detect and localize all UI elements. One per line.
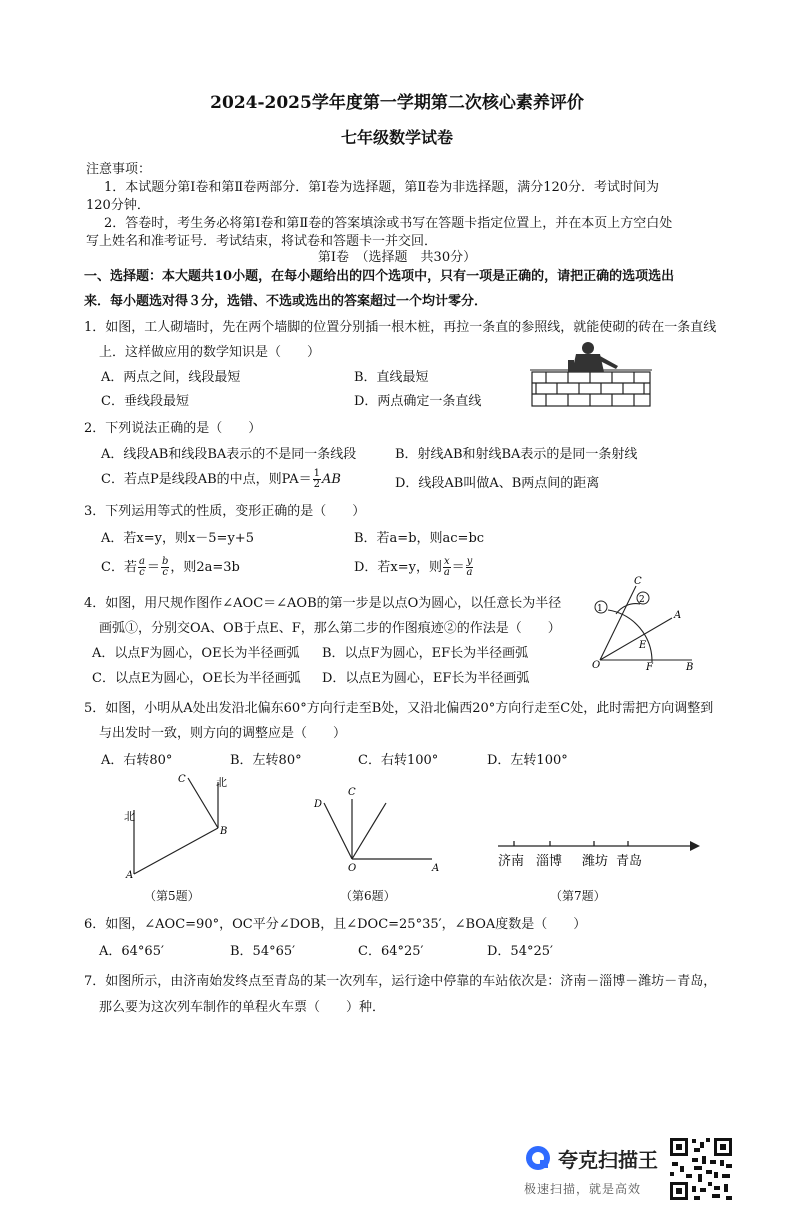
q5-option-a: A．右转80° — [101, 753, 173, 768]
fraction-one-half — [313, 469, 321, 490]
segment-ab — [134, 828, 218, 874]
q6-option-a: A．64°65′ — [99, 944, 164, 959]
q2-option-d: D．线段AB叫做A、B两点间的距离 — [395, 476, 600, 491]
section-1-heading: 第Ⅰ卷 （选择题 共30分） — [317, 250, 477, 265]
station-zibo: 淄博 — [536, 854, 563, 869]
label-c: C — [348, 787, 356, 798]
figure-6-angles — [308, 783, 448, 875]
station-jinan: 济南 — [498, 854, 525, 869]
fraction-a-over-c — [138, 557, 146, 578]
q4-option-b: B．以点F为圆心，EF长为半径画弧 — [322, 646, 529, 661]
q6-option-b: B．54°65′ — [230, 944, 296, 959]
exam-subtitle: 七年级数学试卷 — [340, 128, 453, 147]
label-circle-2: 2 — [639, 595, 645, 605]
fraction-x-over-a — [443, 557, 451, 578]
label-f: F — [646, 662, 653, 672]
watermark-name: 夸克扫描王 — [558, 1148, 658, 1172]
q3-option-b: B．若a=b，则ac=bc — [354, 531, 485, 546]
note-1-line2: 120分钟． — [86, 198, 150, 213]
q2-option-c-text: C．若点P是线段AB的中点，则PA＝ — [101, 472, 312, 487]
q5-stem-line2: 与出发时一致，则方向的调整应是（ ） — [99, 726, 347, 741]
fraction-numerator: x — [444, 556, 450, 567]
q4-stem-line2: 画弧①，分别交OA、OB于点E、F，那么第二步的作图痕迹②的作法是（ ） — [99, 621, 561, 636]
fraction-denominator: c — [162, 567, 168, 578]
q1-stem-line2: 上．这样做应用的数学知识是（ ） — [99, 345, 321, 360]
ray-ob — [352, 803, 386, 859]
station-qingdao: 青岛 — [616, 854, 643, 869]
q4-option-a: A．以点F为圆心，OE长为半径画弧 — [92, 646, 300, 661]
q5-option-d: D．左转100° — [487, 753, 568, 768]
fraction-denominator: 2 — [313, 479, 320, 490]
fraction-numerator: 1 — [313, 468, 320, 479]
label-c: C — [634, 576, 642, 587]
q6-option-c: C．64°25′ — [358, 944, 424, 959]
q4-construction-figure — [586, 574, 702, 672]
section-1-instructions-line2: 来．每小题选对得３分，选错、不选或选出的答案超过一个均计零分． — [84, 294, 488, 309]
figure-7-caption: （第7题） — [550, 889, 606, 903]
q3-option-c-suffix: ，则2a=3b — [170, 560, 240, 575]
fraction-denominator: a — [466, 567, 473, 578]
quark-logo-icon — [524, 1144, 552, 1172]
q2-option-c-suffix: AB — [321, 472, 341, 487]
fraction-numerator: b — [161, 556, 169, 567]
fraction-numerator: y — [466, 556, 473, 567]
label-o: O — [592, 660, 601, 671]
q2-option-a: A．线段AB和线段BA表示的不是同一条线段 — [101, 447, 357, 462]
fraction-y-over-a — [466, 557, 474, 578]
label-circle-1: 1 — [597, 604, 603, 614]
label-d: D — [314, 799, 323, 810]
fraction-denominator: a — [443, 567, 450, 578]
q2-stem: 2．下列说法正确的是（ ） — [84, 421, 262, 436]
label-a: A — [674, 610, 682, 621]
figure-5-direction — [112, 770, 244, 880]
section-1-instructions-line1: 一、选择题：本大题共10小题，在每小题给出的四个选项中，只有一项是正确的，请把正确的选项选出 — [84, 269, 675, 284]
fraction-b-over-c — [161, 557, 169, 578]
arc-1 — [608, 610, 652, 662]
exam-title: 2024-2025学年度第一学期第二次核心素养评价 — [210, 93, 584, 113]
q5-stem-line1: 5．如图，小明从A处出发沿北偏东60°方向行走至B处，又沿北偏西20°方向行走至C处，此时需把方向调整到 — [84, 701, 714, 716]
watermark-slogan: 极速扫描，就是高效 — [524, 1182, 642, 1196]
label-a: A — [432, 863, 440, 874]
equals-sign: ＝ — [146, 560, 160, 575]
ray-od — [324, 803, 352, 859]
q7-stem-line2: 那么要为这次列车制作的单程火车票（ ）种． — [99, 1000, 386, 1015]
figure-5-caption: （第5题） — [144, 889, 200, 903]
q1-option-a: A．两点之间，线段最短 — [101, 370, 241, 385]
note-1-line1: 1．本试题分第Ⅰ卷和第Ⅱ卷两部分．第Ⅰ卷为选择题，第Ⅱ卷为非选择题，满分120分．考试时间为 — [104, 180, 660, 195]
arc-2 — [616, 604, 640, 614]
q6-stem: 6．如图，∠AOC=90°，OC平分∠DOB，且∠DOC=25°35′，∠BOA度数是（ ） — [84, 917, 587, 932]
arrow-head-icon — [690, 841, 700, 851]
north-label-a: 北 — [124, 810, 135, 823]
qr-code-icon — [668, 1136, 734, 1202]
label-b: B — [686, 662, 694, 672]
q2-option-b: B．射线AB和射线BA表示的是同一条射线 — [395, 447, 638, 462]
q3-option-c-prefix: C．若 — [101, 560, 137, 575]
q7-stem-line1: 7．如图所示，由济南始发终点至青岛的某一次列车，运行途中停靠的车站依次是：济南－淄博－潍坊－青岛， — [84, 974, 717, 989]
q6-option-d: D．54°25′ — [487, 944, 553, 959]
q1-option-b: B．直线最短 — [354, 370, 429, 385]
segment-bc — [188, 778, 218, 828]
q3-option-c — [101, 556, 240, 578]
label-o: O — [348, 863, 357, 874]
q4-option-c: C．以点E为圆心，OE长为半径画弧 — [92, 671, 301, 686]
fraction-denominator: c — [139, 567, 145, 578]
notes-heading: 注意事项： — [86, 162, 152, 177]
q5-option-c: C．右转100° — [358, 753, 439, 768]
label-e: E — [639, 640, 647, 651]
q1-option-c: C．垂线段最短 — [101, 394, 189, 409]
station-weifang: 潍坊 — [582, 854, 609, 869]
label-c: C — [178, 774, 186, 785]
north-label-b: 北 — [216, 776, 227, 789]
q3-option-a: A．若x=y，则x－5=y+5 — [101, 531, 254, 546]
figure-7-railway — [490, 832, 702, 872]
figure-6-caption: （第6题） — [340, 889, 396, 903]
note-2-line2: 写上姓名和准考证号．考试结束，将试卷和答题卡一并交回． — [86, 234, 438, 249]
equals-sign: ＝ — [451, 560, 465, 575]
scanner-watermark — [522, 1140, 662, 1200]
q2-option-c — [101, 468, 341, 490]
fraction-numerator: a — [138, 556, 145, 567]
q3-stem: 3．下列运用等式的性质，变形正确的是（ ） — [84, 504, 366, 519]
note-2-line1: 2．答卷时，考生务必将第Ⅰ卷和第Ⅱ卷的答案填涂或书写在答题卡指定位置上，并在本页上方空白处 — [104, 216, 673, 231]
label-a: A — [126, 870, 134, 880]
q1-option-d: D．两点确定一条直线 — [354, 394, 482, 409]
q4-stem-line1: 4．如图，用尺规作图作∠AOC＝∠AOB的第一步是以点O为圆心，以任意长为半径 — [84, 596, 562, 611]
q1-stem-line1: 1．如图，工人砌墙时，先在两个墙脚的位置分别插一根木桩，再拉一条直的参照线，就能使砌的砖在一条直线 — [84, 320, 717, 335]
q4-option-d: D．以点E为圆心，EF长为半径画弧 — [322, 671, 530, 686]
q5-option-b: B．左转80° — [230, 753, 302, 768]
q3-option-d — [354, 556, 474, 578]
label-b: B — [220, 826, 228, 837]
brick-wall-illustration — [528, 340, 654, 410]
q3-option-d-prefix: D．若x=y，则 — [354, 560, 442, 575]
